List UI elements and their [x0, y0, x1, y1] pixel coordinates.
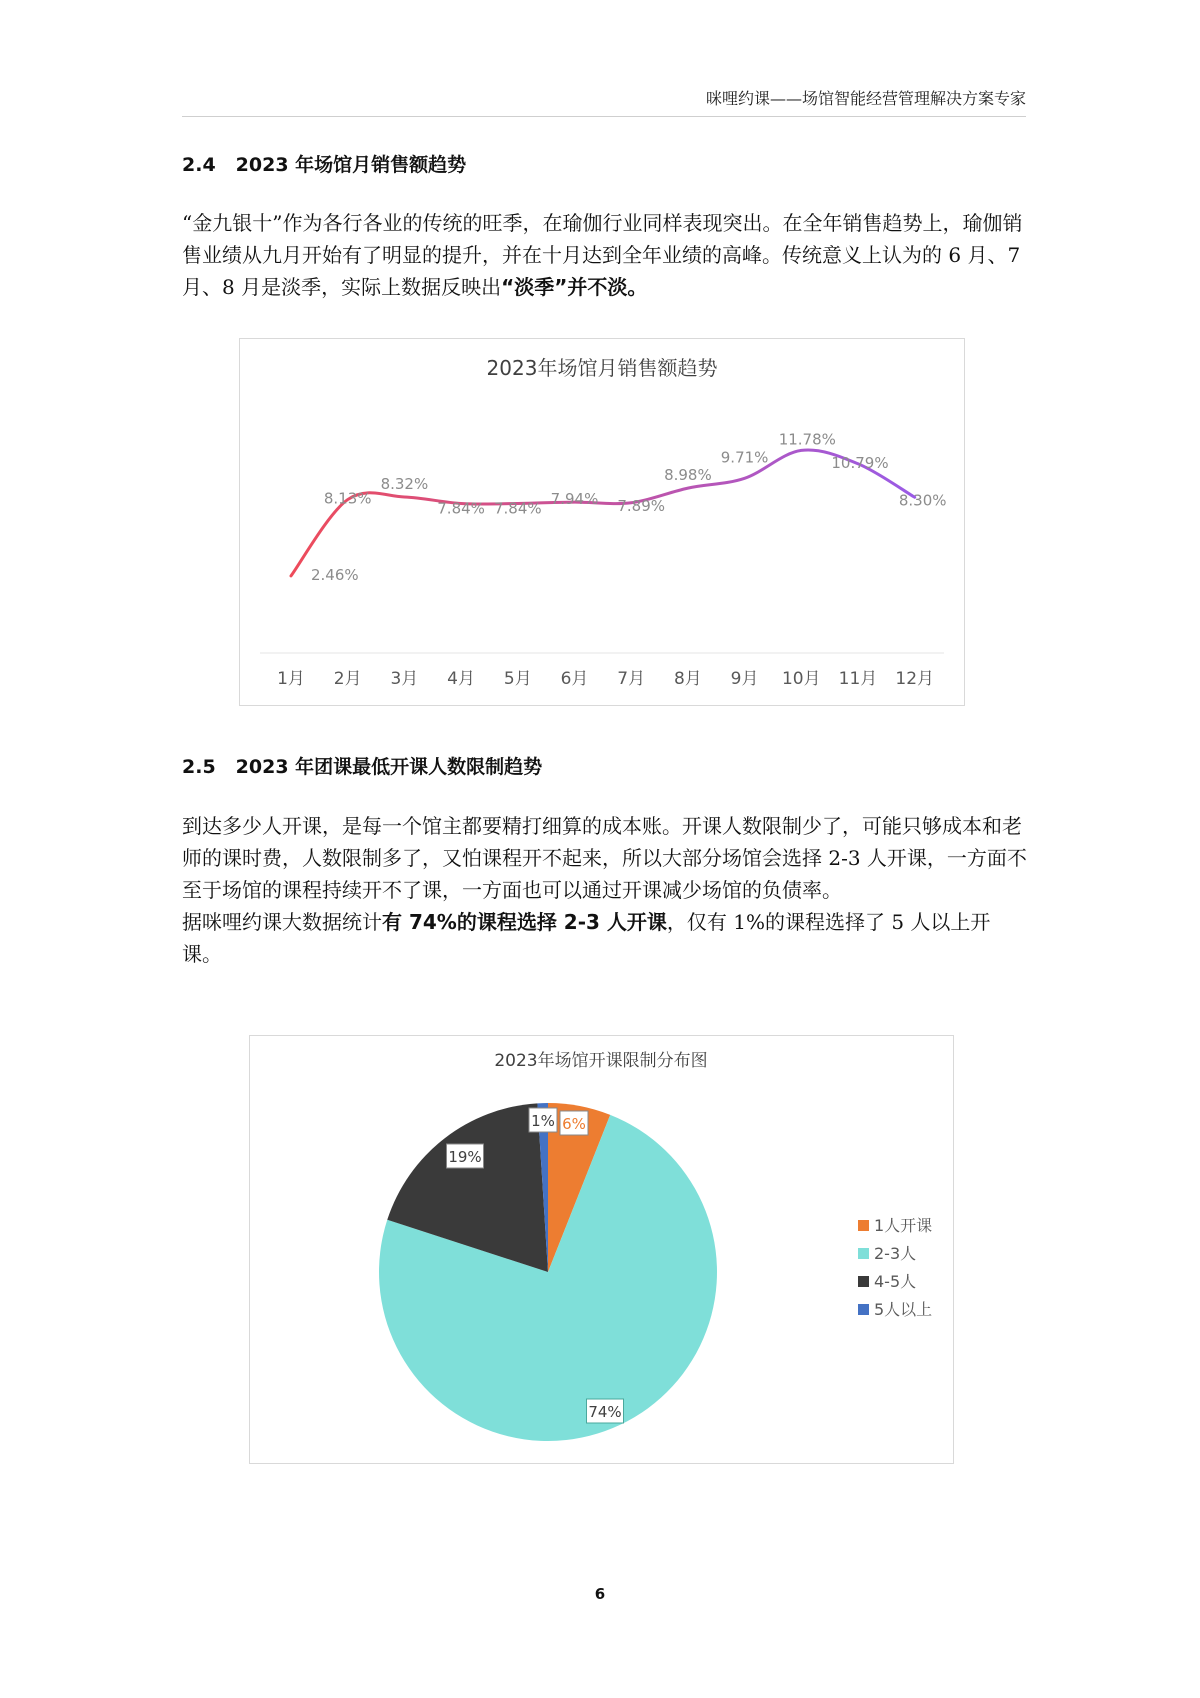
- paragraph-emphasis: “淡季”并不淡。: [501, 275, 648, 299]
- legend-swatch: [858, 1276, 869, 1287]
- x-tick-label: 8月: [673, 669, 702, 689]
- pie-chart: [250, 1036, 953, 1463]
- series-line: [291, 450, 915, 576]
- paragraph-text: “金九银十”作为各行各业的传统的旺季，在瑜伽行业同样表现突出。在全年销售趋势上，瑜伽销售业绩从九月开始有了明显的提升，并在十月达到全年业绩的高峰。传统意义上认为的 6 月、7 月、8 月是淡季，实际上数据反映出: [182, 211, 1023, 299]
- data-label: 6%: [562, 1115, 586, 1133]
- chart-title: 2023年场馆开课限制分布图: [494, 1051, 708, 1071]
- data-label: 8.98%: [664, 466, 712, 485]
- chart-title: 2023年场馆月销售额趋势: [486, 356, 718, 380]
- page-header: 咪哩约课——场馆智能经营管理解决方案专家: [705, 89, 1026, 108]
- section-title: 2023 年场馆月销售额趋势: [235, 154, 467, 176]
- data-label: 7.94%: [550, 490, 599, 509]
- x-tick-label: 3月: [390, 669, 419, 689]
- paragraph-text: 到达多少人开课，是每一个馆主都要精打细算的成本账。开课人数限制少了，可能只够成本和老师的课时费，人数限制多了，又怕课程开不起来，所以大部分场馆会选择 2-3 人开课，一方面不至于场馆的课程持续开不了课，一方面也可以通过开课减少场馆的负债率。: [182, 814, 1027, 902]
- x-tick-label: 2月: [333, 669, 362, 689]
- data-label: 1%: [531, 1112, 555, 1130]
- data-label: 7.89%: [617, 496, 666, 515]
- section-2-4-paragraph: [182, 207, 1028, 303]
- data-label: 8.30%: [898, 491, 947, 510]
- x-tick-label: 4月: [447, 669, 476, 689]
- data-label: 8.13%: [323, 489, 372, 508]
- data-label: 7.84%: [493, 499, 542, 518]
- section-2-5-heading: [182, 752, 542, 779]
- data-label: 7.84%: [437, 499, 485, 518]
- line-chart-box: [239, 338, 965, 706]
- x-tick-label: 5月: [503, 669, 532, 689]
- section-number: 2.4: [182, 154, 216, 176]
- paragraph-text: 据咪哩约课大数据统计: [182, 910, 382, 934]
- pie-chart-box: [249, 1035, 954, 1464]
- legend-label: 5人以上: [874, 1300, 933, 1319]
- data-label: 8.32%: [380, 475, 429, 493]
- page-number: 6: [594, 1585, 606, 1603]
- x-tick-label: 12月: [895, 669, 935, 689]
- legend-swatch: [858, 1304, 869, 1315]
- x-tick-label: 1月: [277, 669, 305, 689]
- data-label: 11.78%: [778, 430, 836, 449]
- x-tick-label: 11月: [838, 669, 878, 689]
- data-label: 9.71%: [720, 448, 769, 467]
- data-label: 74%: [588, 1403, 622, 1421]
- legend-swatch: [858, 1220, 869, 1231]
- data-label: 10.79%: [831, 453, 889, 472]
- legend-label: 1人开课: [874, 1216, 933, 1235]
- x-tick-label: 6月: [560, 669, 589, 689]
- x-tick-label: 7月: [617, 669, 646, 689]
- paragraph-text: ，仅有 1%的课程选择了 5 人以上开课。: [182, 910, 991, 966]
- legend-label: 2-3人: [874, 1244, 917, 1263]
- line-chart: [240, 339, 964, 705]
- section-2-4-heading: [182, 150, 466, 177]
- section-title: 2023 年团课最低开课人数限制趋势: [235, 756, 543, 778]
- header-divider: [182, 116, 1026, 117]
- data-label: 2.46%: [311, 565, 359, 584]
- section-2-5-paragraph: [182, 810, 1028, 970]
- x-tick-label: 9月: [730, 669, 759, 689]
- legend-label: 4-5人: [874, 1272, 917, 1291]
- legend-swatch: [858, 1248, 869, 1259]
- paragraph-emphasis: 有 74%的课程选择 2-3 人开课: [382, 910, 667, 934]
- x-tick-label: 10月: [781, 669, 821, 689]
- section-number: 2.5: [182, 756, 216, 778]
- data-label: 19%: [448, 1148, 482, 1166]
